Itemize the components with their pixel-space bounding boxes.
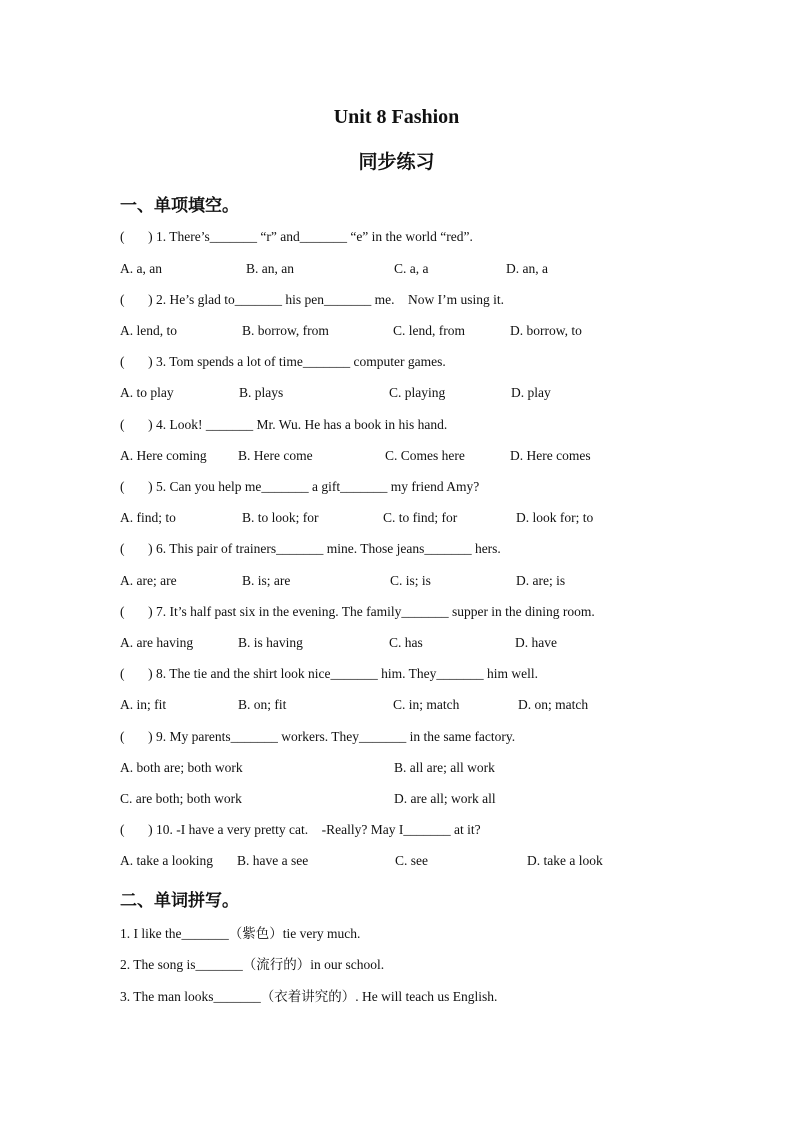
spelling-item-2: 2. The song is_______（流行的）in our school. (120, 957, 385, 972)
q3-option-c: C. playing (389, 385, 446, 400)
q8-option-c: C. in; match (393, 697, 460, 712)
q3-option-b: B. plays (239, 385, 284, 400)
q4-option-d: D. Here comes (510, 448, 591, 463)
question-10: ( ) 10. -I have a very pretty cat. -Really? May I_______ at it? (120, 822, 481, 837)
q2-option-c: C. lend, from (393, 323, 465, 338)
q8-option-a: A. in; fit (120, 697, 167, 712)
q9-option-b: B. all are; all work (394, 760, 495, 775)
q10-option-b: B. have a see (237, 853, 309, 868)
q7-option-a: A. are having (120, 635, 194, 650)
q2-option-d: D. borrow, to (510, 323, 582, 338)
q6-option-a: A. are; are (120, 573, 177, 588)
q6-option-d: D. are; is (516, 573, 566, 588)
q5-option-d: D. look for; to (516, 510, 594, 525)
q8-option-d: D. on; match (518, 697, 589, 712)
q8-option-b: B. on; fit (238, 697, 287, 712)
question-9: ( ) 9. My parents_______ workers. They_______ in the same factory. (120, 729, 516, 744)
q4-option-c: C. Comes here (385, 448, 465, 463)
page-subtitle: 同步练习 (358, 152, 435, 173)
q6-option-b: B. is; are (242, 573, 291, 588)
q7-option-b: B. is having (238, 635, 303, 650)
question-3: ( ) 3. Tom spends a lot of time_______ computer games. (120, 354, 446, 369)
question-2: ( ) 2. He’s glad to_______ his pen_______ me. Now I’m using it. (120, 292, 504, 307)
q1-option-c: C. a, a (394, 261, 429, 276)
q5-option-a: A. find; to (120, 510, 176, 525)
q4-option-b: B. Here come (238, 448, 313, 463)
q9-option-a: A. both are; both work (120, 760, 243, 775)
question-6: ( ) 6. This pair of trainers_______ mine. Those jeans_______ hers. (120, 541, 501, 556)
page-title: Unit 8 Fashion (333, 106, 460, 128)
q1-option-a: A. a, an (120, 261, 162, 276)
section-heading-spelling: 二、单词拼写。 (120, 891, 239, 910)
q5-option-b: B. to look; for (242, 510, 319, 525)
q7-option-c: C. has (389, 635, 423, 650)
question-7: ( ) 7. It’s half past six in the evening. The family_______ supper in the dining room. (120, 604, 595, 619)
q10-option-d: D. take a look (527, 853, 603, 868)
question-1: ( ) 1. There’s_______ “r” and_______ “e” in the world “red”. (120, 229, 473, 244)
q9-option-c: C. are both; both work (120, 791, 242, 806)
q10-option-c: C. see (395, 853, 428, 868)
spelling-item-1: 1. I like the_______（紫色）tie very much. (120, 926, 361, 941)
q1-option-b: B. an, an (246, 261, 294, 276)
q1-option-d: D. an, a (506, 261, 548, 276)
q3-option-d: D. play (511, 385, 551, 400)
question-8: ( ) 8. The tie and the shirt look nice_______ him. They_______ him well. (120, 666, 538, 681)
section-heading-multiple-choice: 一、单项填空。 (120, 196, 239, 215)
q3-option-a: A. to play (120, 385, 174, 400)
q6-option-c: C. is; is (390, 573, 431, 588)
q4-option-a: A. Here coming (120, 448, 207, 463)
spelling-item-3: 3. The man looks_______（衣着讲究的）. He will teach us English. (120, 989, 498, 1004)
question-5: ( ) 5. Can you help me_______ a gift_______ my friend Amy? (120, 479, 480, 494)
q2-option-b: B. borrow, from (242, 323, 329, 338)
question-4: ( ) 4. Look! _______ Mr. Wu. He has a book in his hand. (120, 417, 448, 432)
q7-option-d: D. have (515, 635, 557, 650)
q5-option-c: C. to find; for (383, 510, 458, 525)
q9-option-d: D. are all; work all (394, 791, 496, 806)
q2-option-a: A. lend, to (120, 323, 177, 338)
q10-option-a: A. take a looking (120, 853, 213, 868)
